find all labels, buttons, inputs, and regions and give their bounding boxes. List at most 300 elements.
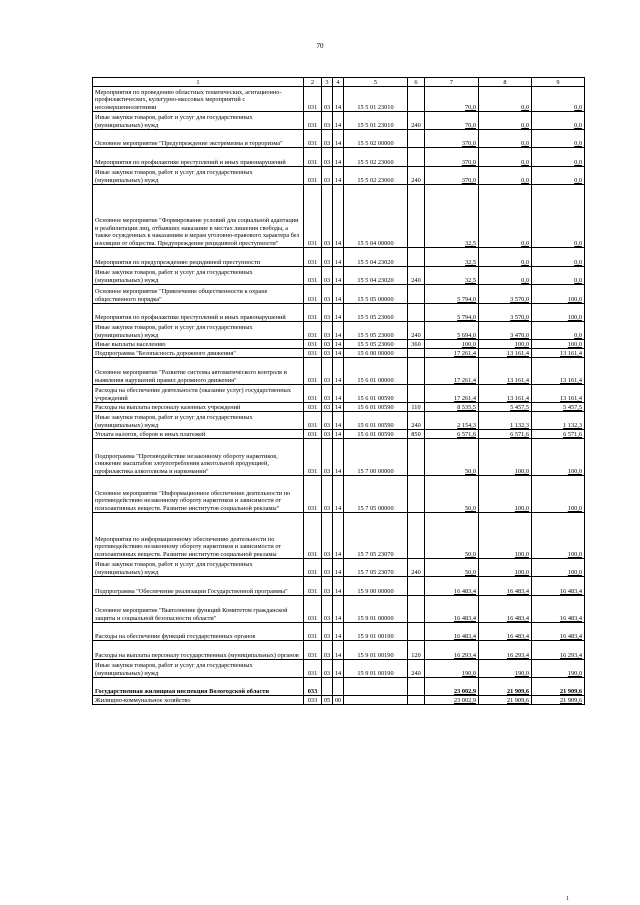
target-article-cell: 15 7 05 00000 [344, 476, 408, 513]
amount-col9-cell: 100,0 [532, 559, 585, 577]
row-name-cell: Основное мероприятие "Формирование условий для социальной адаптации и реабилитации лиц, отбывших наказание в местах лишения свободы, а также осужденных к наказаниям и мерам уголовно-правового характера без изоляции от общества. Предупреждение рецидивной преступности" [93, 185, 304, 248]
admin-code-cell: 031 [304, 623, 322, 641]
expense-type-cell [408, 678, 425, 696]
table-row [93, 185, 585, 248]
section-cell: 03 [322, 476, 333, 513]
amount-col9-cell: 21 909,6 [532, 678, 585, 696]
section-cell: 03 [322, 358, 333, 385]
target-article-cell: 15 5 01 23010 [344, 112, 408, 130]
subsection-cell: 14 [333, 476, 344, 513]
subsection-cell: 14 [333, 358, 344, 385]
target-article-cell: 15 5 02 00000 [344, 130, 408, 148]
table-row [93, 248, 585, 267]
target-article-cell: 15 9 01 00000 [344, 596, 408, 623]
target-article-cell: 15 9 01 00190 [344, 623, 408, 641]
admin-code-cell: 031 [304, 112, 322, 130]
table-row [93, 112, 585, 130]
amount-col8-cell: 0,0 [479, 112, 532, 130]
header-cell: 6 [408, 78, 425, 87]
admin-code-cell: 031 [304, 439, 322, 476]
amount-col8-cell: 16 483,4 [479, 577, 532, 596]
amount-col8-cell: 0,0 [479, 185, 532, 248]
section-cell: 03 [322, 559, 333, 577]
row-name-cell: Иные закупки товаров, работ и услуг для государственных (муниципальных) нужд [93, 412, 304, 430]
amount-col7-cell: 16 483,4 [425, 623, 479, 641]
subsection-cell: 14 [333, 349, 344, 358]
target-article-cell: 15 9 00 00000 [344, 577, 408, 596]
target-article-cell: 15 6 01 00000 [344, 358, 408, 385]
admin-code-cell: 031 [304, 385, 322, 403]
row-name-cell: Иные закупки товаров, работ и услуг для государственных (муниципальных) нужд [93, 112, 304, 130]
amount-col9-cell: 16 293,4 [532, 641, 585, 660]
expense-type-cell [408, 439, 425, 476]
amount-col8-cell: 13 161,4 [479, 349, 532, 358]
amount-col7-cell: 32,5 [425, 185, 479, 248]
admin-code-cell: 031 [304, 577, 322, 596]
admin-code-cell: 031 [304, 167, 322, 185]
subsection-cell: 14 [333, 623, 344, 641]
target-article-cell: 15 6 01 00590 [344, 430, 408, 439]
section-cell: 03 [322, 304, 333, 322]
header-cell: 8 [479, 78, 532, 87]
amount-col7-cell: 70,0 [425, 112, 479, 130]
subsection-cell [333, 678, 344, 696]
expense-type-cell [408, 304, 425, 322]
subsection-cell: 14 [333, 596, 344, 623]
admin-code-cell: 031 [304, 412, 322, 430]
amount-col7-cell: 17 261,4 [425, 385, 479, 403]
amount-col7-cell: 50,0 [425, 476, 479, 513]
admin-code-cell: 031 [304, 322, 322, 340]
section-cell: 03 [322, 148, 333, 167]
expense-type-cell [408, 513, 425, 559]
table-row [93, 130, 585, 148]
row-name-cell: Расходы на обеспечение функций государственных органов [93, 623, 304, 641]
table-row [93, 340, 585, 349]
expense-type-cell: 240 [408, 267, 425, 285]
subsection-cell: 14 [333, 385, 344, 403]
subsection-cell: 14 [333, 185, 344, 248]
table-row [93, 513, 585, 559]
amount-col7-cell: 370,0 [425, 148, 479, 167]
admin-code-cell: 031 [304, 660, 322, 678]
amount-col7-cell: 70,0 [425, 87, 479, 112]
subsection-cell: 14 [333, 87, 344, 112]
row-name-cell: Основное мероприятие "Выполнение функций Комитетом гражданской защиты и социальной безопасности области" [93, 596, 304, 623]
row-name-cell: Мероприятия по предупреждению рецидивной преступности [93, 248, 304, 267]
amount-col9-cell: 16 483,4 [532, 577, 585, 596]
section-cell: 03 [322, 577, 333, 596]
amount-col8-cell: 3 570,0 [479, 304, 532, 322]
target-article-cell [344, 696, 408, 705]
amount-col9-cell: 100,0 [532, 513, 585, 559]
section-cell: 03 [322, 267, 333, 285]
section-cell: 03 [322, 403, 333, 412]
table-row [93, 430, 585, 439]
header-cell: 4 [333, 78, 344, 87]
row-name-cell: Подпрограмма "Обеспечение реализации Государственной программы" [93, 577, 304, 596]
amount-col7-cell: 6 571,6 [425, 430, 479, 439]
amount-col7-cell: 16 483,4 [425, 596, 479, 623]
admin-code-cell: 033 [304, 696, 322, 705]
amount-col7-cell: 23 002,9 [425, 678, 479, 696]
table-row [93, 696, 585, 705]
expense-type-cell [408, 596, 425, 623]
amount-col8-cell: 21 909,6 [479, 678, 532, 696]
amount-col7-cell: 8 535,5 [425, 403, 479, 412]
section-cell: 03 [322, 185, 333, 248]
amount-col8-cell: 1 132,3 [479, 412, 532, 430]
row-name-cell: Основное мероприятие "Привлечение общественности к охране общественного порядка" [93, 285, 304, 304]
amount-col9-cell: 100,0 [532, 285, 585, 304]
expense-type-cell: 240 [408, 412, 425, 430]
amount-col9-cell: 0,0 [532, 130, 585, 148]
amount-col9-cell: 0,0 [532, 148, 585, 167]
section-cell: 03 [322, 130, 333, 148]
admin-code-cell: 031 [304, 641, 322, 660]
amount-col7-cell: 5 694,0 [425, 322, 479, 340]
amount-col7-cell: 17 261,4 [425, 349, 479, 358]
subsection-cell: 00 [333, 696, 344, 705]
expense-type-cell [408, 285, 425, 304]
expense-type-cell [408, 623, 425, 641]
section-cell: 03 [322, 439, 333, 476]
target-article-cell: 15 7 05 23070 [344, 559, 408, 577]
subsection-cell: 14 [333, 577, 344, 596]
target-article-cell: 15 7 00 00000 [344, 439, 408, 476]
section-cell: 03 [322, 112, 333, 130]
table-row [93, 385, 585, 403]
expense-type-cell: 240 [408, 112, 425, 130]
amount-col9-cell: 0,0 [532, 248, 585, 267]
amount-col8-cell: 100,0 [479, 439, 532, 476]
target-article-cell: 15 5 02 23060 [344, 167, 408, 185]
table-row [93, 476, 585, 513]
amount-col9-cell: 0,0 [532, 267, 585, 285]
header-cell: 7 [425, 78, 479, 87]
section-cell: 03 [322, 87, 333, 112]
amount-col9-cell: 13 161,4 [532, 358, 585, 385]
admin-code-cell: 031 [304, 513, 322, 559]
amount-col8-cell: 100,0 [479, 476, 532, 513]
row-name-cell: Расходы на выплаты персоналу государственных (муниципальных) органов [93, 641, 304, 660]
table-header-row [93, 78, 585, 87]
amount-col9-cell: 13 161,4 [532, 385, 585, 403]
subsection-cell: 14 [333, 148, 344, 167]
row-name-cell: Мероприятия по профилактике преступлений и иных правонарушений [93, 304, 304, 322]
amount-col8-cell: 0,0 [479, 267, 532, 285]
subsection-cell: 14 [333, 660, 344, 678]
amount-col8-cell: 0,0 [479, 148, 532, 167]
table-row [93, 358, 585, 385]
row-name-cell: Мероприятия по информационному обеспечению деятельности по противодействию незаконному обороту наркотиков и зависимости от психоактивных веществ. Развитие институтов социальной рекламы [93, 513, 304, 559]
admin-code-cell: 031 [304, 148, 322, 167]
expense-type-cell [408, 148, 425, 167]
amount-col7-cell: 32,5 [425, 248, 479, 267]
expense-type-cell [408, 696, 425, 705]
expense-type-cell: 240 [408, 660, 425, 678]
admin-code-cell: 031 [304, 248, 322, 267]
subsection-cell: 14 [333, 641, 344, 660]
row-name-cell: Иные закупки товаров, работ и услуг для государственных (муниципальных) нужд [93, 267, 304, 285]
admin-code-cell: 031 [304, 430, 322, 439]
amount-col7-cell: 17 261,4 [425, 358, 479, 385]
amount-col8-cell: 16 483,4 [479, 623, 532, 641]
target-article-cell: 15 5 04 00000 [344, 185, 408, 248]
table-row [93, 412, 585, 430]
row-name-cell: Расходы на выплаты персоналу казенных учреждений [93, 403, 304, 412]
amount-col8-cell: 100,0 [479, 513, 532, 559]
table-row [93, 577, 585, 596]
target-article-cell: 15 6 01 00590 [344, 385, 408, 403]
table-row [93, 285, 585, 304]
amount-col8-cell: 16 483,4 [479, 596, 532, 623]
row-name-cell: Подпрограмма "Противодействие незаконному обороту наркотиков, снижение масштабов злоупотребления алкогольной продукцией, профилактика алкоголизма и наркомании" [93, 439, 304, 476]
target-article-cell: 15 5 02 23060 [344, 148, 408, 167]
expense-type-cell: 120 [408, 641, 425, 660]
section-cell: 03 [322, 385, 333, 403]
row-name-cell: Расходы на обеспечение деятельности (оказание услуг) государственных учреждений [93, 385, 304, 403]
subsection-cell: 14 [333, 167, 344, 185]
target-article-cell: 15 6 01 00590 [344, 412, 408, 430]
admin-code-cell: 031 [304, 403, 322, 412]
expense-type-cell [408, 130, 425, 148]
table-body [93, 78, 585, 705]
amount-col9-cell: 16 483,4 [532, 623, 585, 641]
subsection-cell: 14 [333, 403, 344, 412]
table-row [93, 403, 585, 412]
amount-col9-cell: 100,0 [532, 340, 585, 349]
row-name-cell: Иные выплаты населению [93, 340, 304, 349]
admin-code-cell: 031 [304, 185, 322, 248]
amount-col8-cell: 13 161,4 [479, 358, 532, 385]
amount-col7-cell: 32,5 [425, 267, 479, 285]
amount-col7-cell: 2 154,3 [425, 412, 479, 430]
table-row [93, 148, 585, 167]
admin-code-cell: 031 [304, 340, 322, 349]
target-article-cell: 15 9 01 00190 [344, 641, 408, 660]
admin-code-cell: 031 [304, 559, 322, 577]
section-cell: 03 [322, 596, 333, 623]
amount-col8-cell: 3 570,0 [479, 285, 532, 304]
subsection-cell: 14 [333, 439, 344, 476]
admin-code-cell: 031 [304, 596, 322, 623]
subsection-cell: 14 [333, 248, 344, 267]
amount-col8-cell: 5 457,5 [479, 403, 532, 412]
expense-type-cell [408, 577, 425, 596]
admin-code-cell: 031 [304, 476, 322, 513]
table-row [93, 349, 585, 358]
target-article-cell: 15 6 01 00590 [344, 403, 408, 412]
table-row [93, 596, 585, 623]
amount-col8-cell: 21 909,6 [479, 696, 532, 705]
amount-col9-cell: 13 161,4 [532, 349, 585, 358]
amount-col7-cell: 5 794,0 [425, 304, 479, 322]
row-name-cell: Основное мероприятие "Информационное обеспечение деятельности по противодействию незаконному обороту наркотиков и зависимости от психоактивных веществ. Развитие институтов социальной рекламы" [93, 476, 304, 513]
amount-col7-cell: 190,0 [425, 660, 479, 678]
row-name-cell: Жилищно-коммунальное хозяйство [93, 696, 304, 705]
section-cell: 03 [322, 641, 333, 660]
amount-col8-cell: 6 571,6 [479, 430, 532, 439]
amount-col9-cell: 0,0 [532, 87, 585, 112]
target-article-cell: 15 7 05 23070 [344, 513, 408, 559]
header-cell: 9 [532, 78, 585, 87]
amount-col9-cell: 0,0 [532, 185, 585, 248]
header-cell: 5 [344, 78, 408, 87]
header-cell: 3 [322, 78, 333, 87]
row-name-cell: Иные закупки товаров, работ и услуг для государственных (муниципальных) нужд [93, 167, 304, 185]
target-article-cell: 15 5 05 23060 [344, 322, 408, 340]
expense-type-cell: 240 [408, 167, 425, 185]
amount-col9-cell: 190,0 [532, 660, 585, 678]
admin-code-cell: 031 [304, 285, 322, 304]
amount-col7-cell: 370,0 [425, 130, 479, 148]
target-article-cell: 15 5 05 00000 [344, 285, 408, 304]
expense-type-cell [408, 349, 425, 358]
row-name-cell: Государственная жилищная инспекция Вологодской области [93, 678, 304, 696]
amount-col7-cell: 100,0 [425, 340, 479, 349]
section-cell: 03 [322, 248, 333, 267]
table-row [93, 304, 585, 322]
expense-type-cell [408, 248, 425, 267]
amount-col7-cell: 370,0 [425, 167, 479, 185]
section-cell: 03 [322, 322, 333, 340]
amount-col9-cell: 100,0 [532, 476, 585, 513]
admin-code-cell: 031 [304, 130, 322, 148]
expense-type-cell [408, 87, 425, 112]
subsection-cell: 14 [333, 340, 344, 349]
amount-col8-cell: 190,0 [479, 660, 532, 678]
amount-col7-cell: 50,0 [425, 559, 479, 577]
row-name-cell: Иные закупки товаров, работ и услуг для государственных (муниципальных) нужд [93, 322, 304, 340]
amount-col8-cell: 100,0 [479, 340, 532, 349]
expense-type-cell: 110 [408, 403, 425, 412]
amount-col8-cell: 0,0 [479, 130, 532, 148]
admin-code-cell: 031 [304, 358, 322, 385]
amount-col7-cell: 50,0 [425, 439, 479, 476]
admin-code-cell: 031 [304, 304, 322, 322]
amount-col8-cell: 0,0 [479, 87, 532, 112]
expense-type-cell: 360 [408, 340, 425, 349]
row-name-cell: Подпрограмма "Безопасность дорожного движения" [93, 349, 304, 358]
amount-col7-cell: 50,0 [425, 513, 479, 559]
subsection-cell: 14 [333, 559, 344, 577]
row-name-cell: Иные закупки товаров, работ и услуг для государственных (муниципальных) нужд [93, 660, 304, 678]
amount-col8-cell: 0,0 [479, 167, 532, 185]
amount-col9-cell: 21 909,6 [532, 696, 585, 705]
page-number: 70 [316, 42, 324, 50]
section-cell: 03 [322, 430, 333, 439]
amount-col9-cell: 100,0 [532, 439, 585, 476]
row-name-cell: Основное мероприятие "Предупреждение экстремизма и терроризма" [93, 130, 304, 148]
expense-type-cell [408, 185, 425, 248]
expense-type-cell: 850 [408, 430, 425, 439]
amount-col8-cell: 16 293,4 [479, 641, 532, 660]
target-article-cell: 15 5 04 23020 [344, 267, 408, 285]
table-row [93, 167, 585, 185]
section-cell: 03 [322, 349, 333, 358]
header-cell: 2 [304, 78, 322, 87]
amount-col8-cell: 100,0 [479, 559, 532, 577]
target-article-cell: 15 5 01 23010 [344, 87, 408, 112]
row-name-cell: Мероприятия по профилактике преступлений и иных правонарушений [93, 148, 304, 167]
table-row [93, 267, 585, 285]
corner-mark: 1 [566, 896, 569, 902]
subsection-cell: 14 [333, 412, 344, 430]
table-row [93, 322, 585, 340]
target-article-cell: 15 5 05 23060 [344, 304, 408, 322]
expense-type-cell: 240 [408, 322, 425, 340]
subsection-cell: 14 [333, 285, 344, 304]
amount-col7-cell: 16 483,4 [425, 577, 479, 596]
table-row [93, 660, 585, 678]
section-cell: 03 [322, 285, 333, 304]
target-article-cell [344, 678, 408, 696]
section-cell: 03 [322, 513, 333, 559]
expense-type-cell [408, 358, 425, 385]
expense-type-cell [408, 385, 425, 403]
subsection-cell: 14 [333, 513, 344, 559]
amount-col9-cell: 0,0 [532, 112, 585, 130]
section-cell: 03 [322, 167, 333, 185]
subsection-cell: 14 [333, 430, 344, 439]
section-cell: 03 [322, 623, 333, 641]
amount-col9-cell: 16 483,4 [532, 596, 585, 623]
table-row [93, 623, 585, 641]
table-row [93, 559, 585, 577]
subsection-cell: 14 [333, 267, 344, 285]
section-cell: 05 [322, 696, 333, 705]
amount-col9-cell: 0,0 [532, 167, 585, 185]
target-article-cell: 15 6 00 00000 [344, 349, 408, 358]
section-cell: 03 [322, 412, 333, 430]
admin-code-cell: 033 [304, 678, 322, 696]
row-name-cell: Иные закупки товаров, работ и услуг для государственных (муниципальных) нужд [93, 559, 304, 577]
row-name-cell: Основное мероприятие "Развитие системы автоматического контроля и выявления нарушений правил дорожного движения" [93, 358, 304, 385]
table-row [93, 87, 585, 112]
amount-col7-cell: 5 794,0 [425, 285, 479, 304]
admin-code-cell: 031 [304, 87, 322, 112]
budget-table [92, 77, 585, 705]
target-article-cell: 15 5 04 23020 [344, 248, 408, 267]
target-article-cell: 15 5 05 23060 [344, 340, 408, 349]
header-cell: 1 [93, 78, 304, 87]
admin-code-cell: 031 [304, 267, 322, 285]
table-row [93, 641, 585, 660]
admin-code-cell: 031 [304, 349, 322, 358]
subsection-cell: 14 [333, 322, 344, 340]
amount-col9-cell: 5 457,5 [532, 403, 585, 412]
subsection-cell: 14 [333, 130, 344, 148]
expense-type-cell: 240 [408, 559, 425, 577]
row-name-cell: Мероприятия по проведению областных тематических, агитационно-профилактических, культурно-массовых мероприятий с несовершеннолетними [93, 87, 304, 112]
amount-col7-cell: 16 293,4 [425, 641, 479, 660]
subsection-cell: 14 [333, 112, 344, 130]
table-row [93, 439, 585, 476]
amount-col8-cell: 3 470,0 [479, 322, 532, 340]
amount-col9-cell: 1 132,3 [532, 412, 585, 430]
amount-col9-cell: 100,0 [532, 304, 585, 322]
subsection-cell: 14 [333, 304, 344, 322]
section-cell [322, 678, 333, 696]
table-row [93, 678, 585, 696]
expense-type-cell [408, 476, 425, 513]
amount-col8-cell: 0,0 [479, 248, 532, 267]
amount-col8-cell: 13 161,4 [479, 385, 532, 403]
section-cell: 03 [322, 660, 333, 678]
section-cell: 03 [322, 340, 333, 349]
target-article-cell: 15 9 01 00190 [344, 660, 408, 678]
